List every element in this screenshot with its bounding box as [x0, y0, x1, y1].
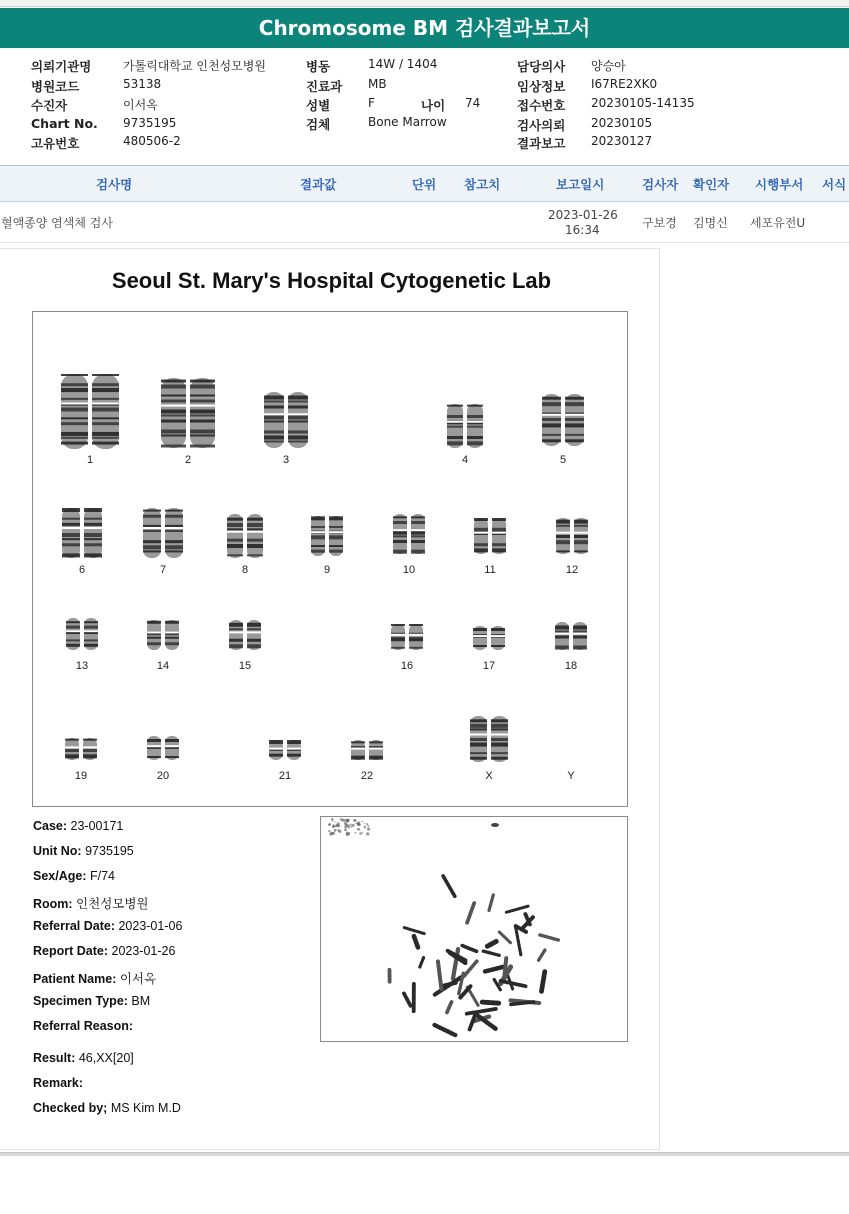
- field-label: Case:: [33, 819, 68, 833]
- chromosome-pair-19: [63, 738, 99, 760]
- bottom-border: [0, 1152, 849, 1156]
- chromosome-label-1: 1: [86, 454, 94, 466]
- report-field-5: [33, 944, 175, 958]
- chromosome-label-2: 2: [184, 454, 192, 466]
- chromosome-label-3: 3: [282, 454, 290, 466]
- value-chart-no: 9735195: [123, 116, 177, 130]
- chromosome-pair-11: [472, 518, 508, 554]
- label-result-date: 결과보고: [517, 136, 566, 151]
- karyogram-image: [32, 311, 628, 807]
- field-label: Referral Date:: [33, 919, 115, 933]
- report-field-4: [33, 919, 182, 933]
- header-format[interactable]: 서식: [822, 177, 847, 192]
- chromosome-pair-14: [145, 620, 181, 650]
- field-value: 이서옥: [116, 972, 157, 986]
- chromosome-pair-12: [554, 518, 590, 554]
- value-doctor: 양승아: [591, 59, 626, 73]
- chromosome-label-22: 22: [360, 770, 374, 782]
- label-sex: 성별: [306, 98, 331, 113]
- field-label: Report Date:: [33, 944, 109, 958]
- label-chart-no: Chart No.: [31, 116, 98, 131]
- cell-report-time: 16:34: [565, 223, 600, 237]
- chromosome-pair-9: [309, 516, 345, 556]
- chromosome-label-15: 15: [238, 660, 252, 672]
- report-field-8: [33, 1019, 133, 1033]
- chromosome-label-16: 16: [400, 660, 414, 672]
- chromosome-label-13: 13: [75, 660, 89, 672]
- label-doctor: 담당의사: [517, 59, 566, 74]
- result-field-2: [33, 1101, 181, 1115]
- value-patient: 이서옥: [123, 98, 158, 112]
- label-department: 진료과: [306, 79, 343, 94]
- value-specimen: Bone Marrow: [368, 115, 447, 129]
- value-sex: F: [368, 96, 375, 110]
- chromosome-pair-13: [64, 618, 100, 650]
- label-hospital-code: 병원코드: [31, 79, 80, 94]
- report-field-2: [33, 869, 115, 883]
- report-field-6: [33, 969, 156, 987]
- chromosome-label-11: 11: [484, 564, 496, 576]
- metaphase-image: [320, 816, 628, 1042]
- header-result[interactable]: 결과값: [300, 177, 337, 192]
- cell-test-name: 혈액종양 염색체 검사: [1, 216, 113, 230]
- cell-department: 세포유전U: [750, 216, 806, 230]
- field-label: Sex/Age:: [33, 869, 87, 883]
- report-field-3: [33, 894, 149, 912]
- label-specimen: 검체: [306, 117, 331, 132]
- label-unique-no: 고유번호: [31, 136, 80, 151]
- value-hospital-code: 53138: [123, 77, 162, 91]
- header-test-name[interactable]: 검사명: [96, 177, 133, 192]
- value-age: 74: [465, 96, 481, 110]
- chromosome-pair-21: [267, 740, 303, 760]
- value-institution: 가톨릭대학교 인천성모병원: [123, 59, 266, 73]
- chromosome-pair-2: [159, 378, 217, 448]
- value-accession-no: 20230105-14135: [591, 96, 695, 110]
- value-result-date: 20230127: [591, 134, 653, 148]
- chromosome-label-6: 6: [78, 564, 86, 576]
- field-value: 23-00171: [67, 819, 124, 833]
- result-field-0: [33, 1051, 134, 1065]
- table-row[interactable]: [0, 201, 849, 243]
- cell-confirmer: 김명신: [693, 216, 728, 230]
- chromosome-label-18: 18: [564, 660, 578, 672]
- chromosome-pair-6: [60, 508, 104, 558]
- header-tester[interactable]: 검사자: [642, 177, 679, 192]
- chromosome-label-10: 10: [402, 564, 416, 576]
- chromosome-pair-8: [225, 514, 265, 558]
- field-label: Result:: [33, 1051, 76, 1065]
- cell-tester: 구보경: [642, 216, 677, 230]
- chromosome-label-X: X: [485, 770, 493, 782]
- field-value: MS Kim M.D: [107, 1101, 181, 1115]
- report-field-1: [33, 844, 134, 858]
- label-accession-no: 접수번호: [517, 98, 566, 113]
- value-department: MB: [368, 77, 387, 91]
- field-value: 인천성모병원: [72, 897, 149, 911]
- report-field-0: [33, 819, 123, 833]
- result-field-1: [33, 1076, 83, 1090]
- chromosome-pair-X: [468, 716, 510, 762]
- field-label: Remark:: [33, 1076, 84, 1090]
- chromosome-label-14: 14: [156, 660, 170, 672]
- chromosome-pair-17: [471, 626, 507, 650]
- field-label: Patient Name:: [33, 972, 117, 986]
- chromosome-pair-7: [141, 508, 185, 558]
- field-value: 2023-01-26: [108, 944, 176, 958]
- chromosome-pair-3: [262, 392, 310, 448]
- value-unique-no: 480506-2: [123, 134, 181, 148]
- chromosome-label-21: 21: [278, 770, 292, 782]
- value-clinical-info: I67RE2XK0: [591, 77, 658, 91]
- chromosome-label-7: 7: [159, 564, 167, 576]
- field-label: Room:: [33, 897, 73, 911]
- chromosome-label-12: 12: [565, 564, 579, 576]
- chromosome-pair-10: [391, 514, 427, 554]
- label-age: 나이: [421, 98, 446, 113]
- field-value: F/74: [86, 869, 115, 883]
- cell-report-date: 2023-01-26: [548, 208, 618, 222]
- field-label: Referral Reason:: [33, 1019, 134, 1033]
- field-label: Specimen Type:: [33, 994, 128, 1008]
- header-confirmer[interactable]: 확인자: [693, 177, 730, 192]
- chromosome-pair-4: [445, 404, 485, 448]
- header-department[interactable]: 시행부서: [755, 177, 804, 192]
- chromosome-pair-22: [349, 740, 385, 760]
- field-label: Checked by;: [33, 1101, 108, 1115]
- metaphase-spread: [321, 817, 627, 1041]
- chromosome-pair-18: [553, 622, 589, 650]
- report-title: Chromosome BM 검사결과보고서: [0, 8, 849, 48]
- label-request-date: 검사의뢰: [517, 118, 566, 133]
- field-value: 46,XX[20]: [75, 1051, 134, 1065]
- chromosome-label-4: 4: [461, 454, 469, 466]
- top-border: [0, 0, 849, 7]
- chromosome-label-9: 9: [323, 564, 331, 576]
- label-institution: 의뢰기관명: [31, 59, 92, 74]
- chromosome-label-5: 5: [559, 454, 567, 466]
- lab-title: Seoul St. Mary's Hospital Cytogenetic Lab: [111, 268, 552, 293]
- chromosome-pair-15: [227, 620, 263, 650]
- chromosome-label-Y: Y: [567, 770, 575, 782]
- field-value: BM: [127, 994, 151, 1008]
- chromosome-pair-5: [540, 394, 586, 446]
- header-unit[interactable]: 단위: [412, 177, 437, 192]
- results-table-header: [0, 165, 849, 202]
- value-ward: 14W / 1404: [368, 57, 438, 71]
- field-value: 2023-01-06: [114, 919, 183, 933]
- label-ward: 병동: [306, 59, 331, 74]
- label-patient: 수진자: [31, 98, 68, 113]
- chromosome-pair-1: [59, 374, 121, 449]
- field-label: Unit No:: [33, 844, 82, 858]
- chromosome-pair-16: [389, 624, 425, 650]
- field-value: 9735195: [81, 844, 134, 858]
- value-request-date: 20230105: [591, 116, 653, 130]
- chromosome-label-17: 17: [482, 660, 496, 672]
- header-reference[interactable]: 참고치: [464, 177, 501, 192]
- chromosome-pair-20: [145, 736, 181, 760]
- chromosome-label-8: 8: [241, 564, 249, 576]
- report-field-7: [33, 994, 150, 1008]
- header-report-datetime[interactable]: 보고일시: [556, 177, 605, 192]
- chromosome-label-20: 20: [156, 770, 170, 782]
- chromosome-label-19: 19: [74, 770, 88, 782]
- label-clinical-info: 임상정보: [517, 79, 566, 94]
